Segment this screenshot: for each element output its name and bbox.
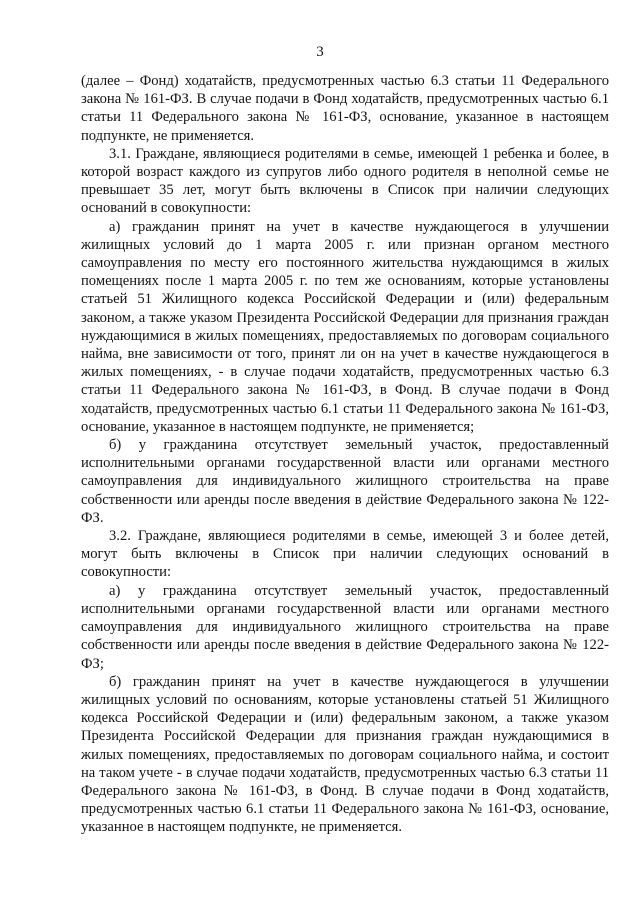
paragraph-3-2-b: б) гражданин принят на учет в качестве нуждающегося в улучшении жилищных условий по основаниям, которые установлены статьей 51 Жилищного кодекса Российской Федерации и (или) федеральным законом, а также указом Президента Российской Федерации для признания граждан нуждающимися в жилых помещениях, предоставляемых по договорам социального найма, и состоит на таком учете - в случае подачи ходатайств, предусмотренных частью 6.3 статьи 11 Федерального закона № 161-ФЗ, в Фонд. В случае подачи в Фонд ходатайств, предусмотренных частью 6.1 статьи 11 Федерального закона № 161-ФЗ, основание, указанное в настоящем подпункте, не применяется. [81,673,609,836]
paragraph-3-1: 3.1. Граждане, являющиеся родителями в семье, имеющей 1 ребенка и более, в которой возраст каждого из супругов либо одного родителя в неполной семье не превышает 35 лет, могут быть включены в Список при наличии следующих оснований в совокупности: [81,145,609,217]
paragraph-continuation: (далее – Фонд) ходатайств, предусмотренных частью 6.3 статьи 11 Федерального закона № 161-ФЗ. В случае подачи в Фонд ходатайств, предусмотренных частью 6.1 статьи 11 Федерального закона № 161-ФЗ, основание, указанное в настоящем подпункте, не применяется. [81,73,609,144]
page-number: 3 [316,44,324,60]
document-body [81,72,609,837]
paragraph-3-2: 3.2. Граждане, являющиеся родителями в семье, имеющей 3 и более детей, могут быть включены в Список при наличии следующих оснований в совокупности: [81,528,609,581]
paragraph-3-2-a: а) у гражданина отсутствует земельный участок, предоставленный исполнительными органами государственной власти или органами местного самоуправления для индивидуального жилищного строительства на праве собственности или аренды после введения в действие Федерального закона № 122-ФЗ; [81,582,609,672]
paragraph-3-1-b: б) у гражданина отсутствует земельный участок, предоставленный исполнительными органами государственной власти или органами местного самоуправления для индивидуального жилищного строительства на праве собственности или аренды после введения в действие Федерального закона № 122-ФЗ. [81,437,609,526]
paragraph-3-1-a: а) гражданин принят на учет в качестве нуждающегося в улучшении жилищных условий до 1 марта 2005 г. или признан органом местного самоуправления по месту его постоянного жительства нуждающимся в жилых помещениях после 1 марта 2005 г. по тем же основаниям, которые установлены статьей 51 Жилищного кодекса Российской Федерации и (или) федеральным законом, а также указом Президента Российской Федерации для признания граждан нуждающимися в жилых помещениях, предоставляемых по договорам социального найма, вне зависимости от того, принят ли он на учет в качестве нуждающегося в жилых помещениях, - в случае подачи ходатайств, предусмотренных частью 6.3 статьи 11 Федерального закона № 161-ФЗ, в Фонд. В случае подачи в Фонд ходатайств, предусмотренных частью 6.1 статьи 11 Федерального закона № 161-ФЗ, основание, указанное в настоящем подпункте, не применяется; [81,218,609,435]
